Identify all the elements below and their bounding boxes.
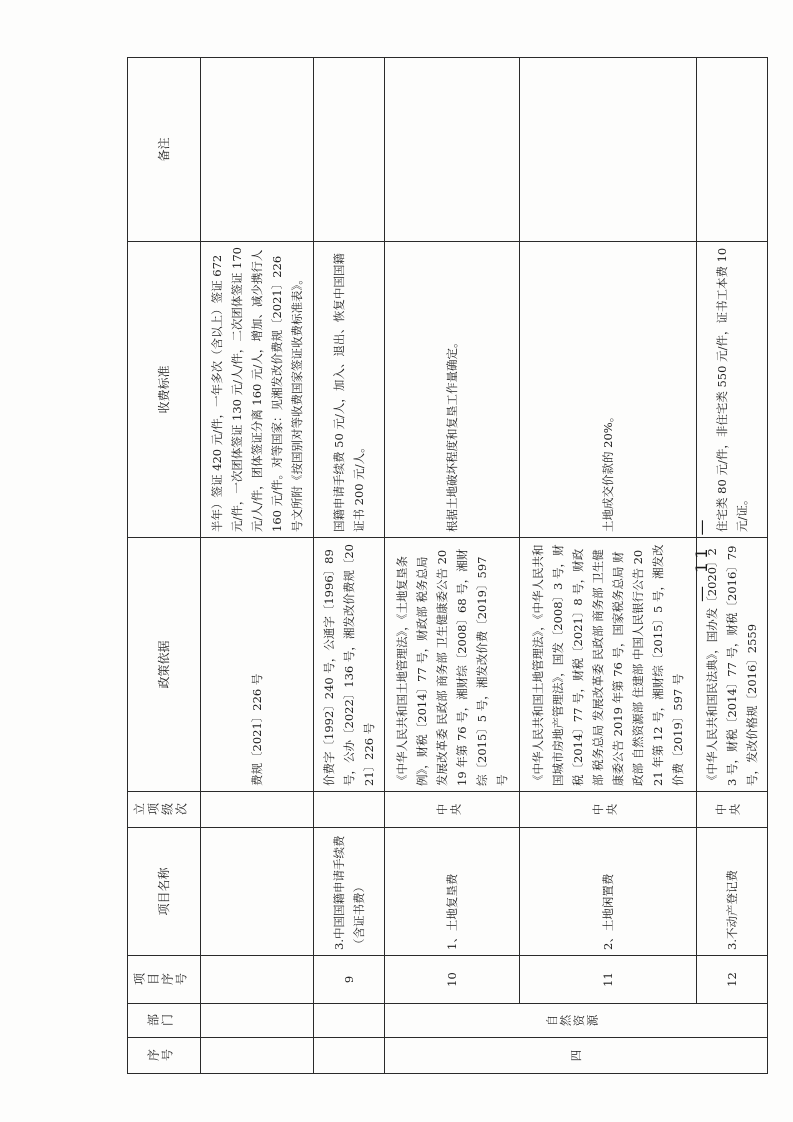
cell-basis: 价费字〔1992〕240 号，公通字〔1996〕89 号，公办〔2022〕136 号，湘发改价费规〔2021〕226 号 (314, 538, 385, 792)
page-number: — 11 — (692, 515, 711, 602)
header-standard: 收费标准 (128, 242, 201, 538)
header-remark: 备注 (128, 58, 201, 242)
cell-item-no: 11 (520, 956, 697, 1004)
cell-basis: 《中华人民共和国民法典》，国办发〔2020〕23 号，财税〔2014〕77 号，财税〔2016〕79 号，发改价格规〔2016〕2559 (696, 538, 767, 792)
cell-remark (385, 58, 520, 242)
cell-seq (314, 1038, 385, 1074)
cell-name: 2、土地闲置费 (520, 828, 697, 956)
table-header-row (128, 58, 201, 1074)
cell-item-no: 10 (385, 956, 520, 1004)
cell-dept: 自然资源 (385, 1004, 768, 1038)
table-row (201, 58, 314, 1074)
cell-standard: 根据土地破坏程度和复垦工作量确定。 (385, 242, 520, 538)
cell-seq (201, 1038, 314, 1074)
cell-level: 中央 (520, 792, 697, 828)
cell-remark (314, 58, 385, 242)
cell-remark (520, 58, 697, 242)
cell-item-no: 9 (314, 956, 385, 1004)
table-row (314, 58, 385, 1074)
cell-standard: 土地成交价款的 20%。 (520, 242, 697, 538)
header-dept: 部门 (128, 1004, 201, 1038)
cell-name: 3.不动产登记费 (696, 828, 767, 956)
header-level: 立项级次 (128, 792, 201, 828)
cell-item-no: 12 (696, 956, 767, 1004)
table-row (385, 58, 520, 1074)
cell-seq: 四 (385, 1038, 768, 1074)
cell-name (201, 828, 314, 956)
cell-item-no (201, 956, 314, 1004)
cell-remark (696, 58, 767, 242)
cell-level (314, 792, 385, 828)
cell-level: 中央 (385, 792, 520, 828)
header-name: 项目名称 (128, 828, 201, 956)
cell-standard: 半年）签证 420 元/件，一年多次（含以上）签证 672 元/件，一次团体签证 130 元/人/件，二次团体签证 170 元/人/件，团体签证分离 160 元/人，增加、减少携行人 160 元/件。对等国家：见湘发改价费规〔2021〕226 号文所附《按国别对等收费国家签证收费标准表》。 (201, 242, 314, 538)
cell-name: 1、土地复垦费 (385, 828, 520, 956)
cell-remark (201, 58, 314, 242)
cell-dept (314, 1004, 385, 1038)
table-row (520, 58, 697, 1074)
cell-level (201, 792, 314, 828)
cell-name: 3.中国国籍申请手续费（含证书费） (314, 828, 385, 956)
cell-basis: 《中华人民共和国土地管理法》，《土地复垦条例》，财税〔2014〕77 号，财政部 税务总局 发展改革委 民政部 商务部 卫生健康委公告 2019 年第 76 号，湘财综〔2008〕68 号，湘财综〔2015〕5 号，湘发改价费〔2019〕597 号 (385, 538, 520, 792)
cell-basis: 费规〔2021〕226 号 (201, 538, 314, 792)
cell-standard: 住宅类 80 元/件，非住宅类 550 元/件，证书工本费 10 元/证。 (696, 242, 767, 538)
fee-table (127, 57, 768, 1074)
header-seq: 序号 (128, 1038, 201, 1074)
header-item-no: 项目序号 (128, 956, 201, 1004)
cell-standard: 国籍申请手续费 50 元/人，加入、退出、恢复中国国籍证书 200 元/人。 (314, 242, 385, 538)
header-basis: 政策依据 (128, 538, 201, 792)
cell-dept (201, 1004, 314, 1038)
cell-level: 中央 (696, 792, 767, 828)
cell-basis: 《中华人民共和国土地管理法》，《中华人民共和国城市房地产管理法》，国发〔2008〕3 号，财税〔2014〕77 号，财税〔2021〕8 号，财政部 税务总局 发展改革委 民政部 商务部 卫生健康委公告 2019 年第 76 号，国家税务总局 财政部 自然资源部 住建部 中国人民银行公告 2021 年第 12 号，湘财综〔2015〕5 号，湘发改价费〔2019〕597 号 (520, 538, 697, 792)
